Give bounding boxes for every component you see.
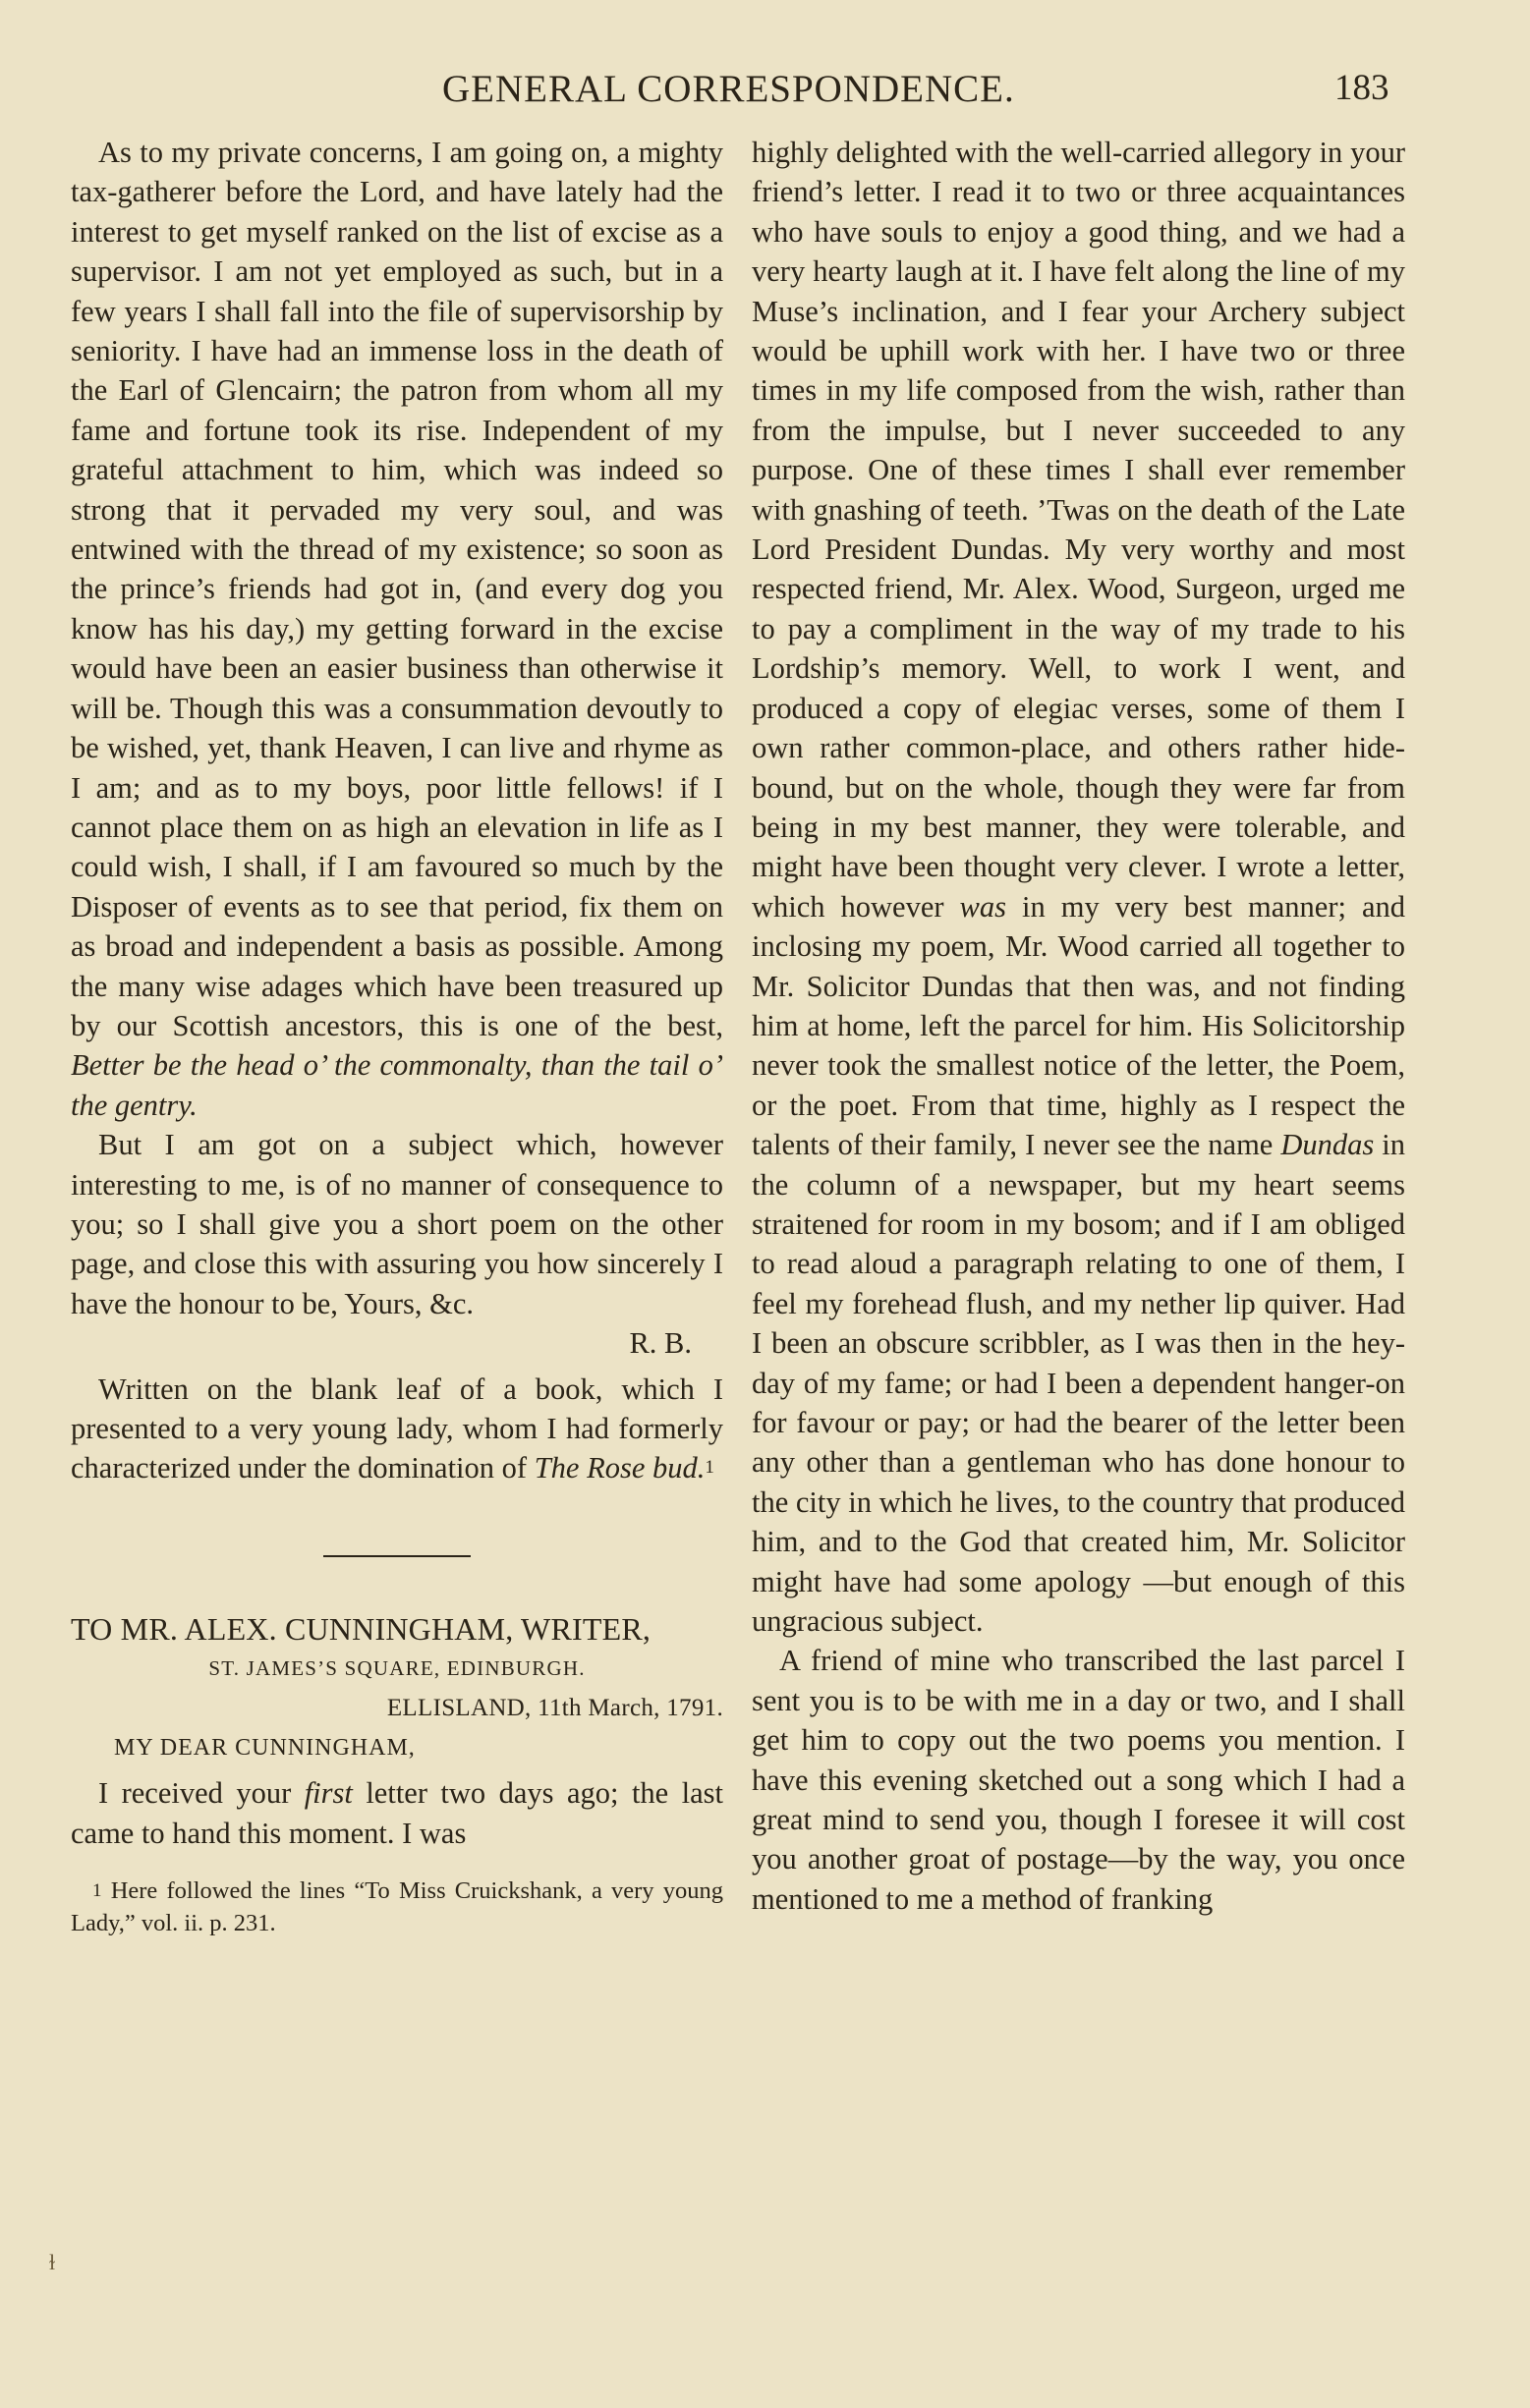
paragraph-text: As to my private concerns, I am going on, a mighty tax-gatherer before the Lord, and have lately had the interest to get myself ranked on the list of excise as a supervisor. I am not yet employed as such, but in a few years I shall fall into the file of supervisorship by seniority. I have had an immense loss in the death of the Earl of Glencairn; the patron from whom all my fame and fortune took its rise. Independent of my grateful attachment to him, which was indeed so strong that it pervaded my very soul, and was entwined with the thread of my existence; so soon as the prince’s friends had got in, (and every dog you know has his day,) my getting forward in the excise would have been an easier business than otherwise it will be. Though this was a consummation devoutly to be wished, yet, thank Heaven, I can live and rhyme as I am; and as to my boys, poor little fellows! if I cannot place them on as high an elevation in life as I could wish, I shall, if I am favoured so much by the Disposer of events as to see that period, fix them on as broad and independent a basis as possible. Among the many wise adages which have been treasured up by our Scottish ancestors, this is one of the best, (71, 136, 723, 1042)
paragraph-text: A friend of mine who transcribed the last parcel I sent you is to be with me in a day or two, and I shall get him to copy out the two poems you mention. I have this evening sketched out a song which I had a great mind to send you, though I foresee it will cost you another groat of postage—by the way, you once mentioned to me a method of franking (752, 1644, 1405, 1916)
paragraph-text: letter two days ago; the last came to hand this moment. I was (71, 1776, 724, 1850)
right-column (752, 133, 1405, 1919)
page-header (0, 67, 1530, 116)
footnote-reference: 1 (705, 1457, 714, 1479)
left-column (71, 133, 723, 1939)
paragraph-allegory (752, 133, 1405, 1641)
proverb-italic: Better be the head o’ the commonalty, than the tail o’ the gentry. (71, 1048, 723, 1122)
section-divider (323, 1555, 471, 1557)
paragraph-text: Written on the blank leaf of a book, which I presented to a very young lady, whom I had formerly characterized under the domination of (71, 1372, 723, 1485)
paragraph-rosebud-note (71, 1370, 723, 1488)
paragraph-text: I received your (98, 1776, 292, 1811)
running-title: GENERAL CORRESPONDENCE. (442, 68, 1015, 110)
paragraph-letter-opening (71, 1773, 723, 1853)
letter-heading: TO MR. ALEX. CUNNINGHAM, WRITER, (71, 1610, 652, 1647)
paragraph-closing (71, 1125, 723, 1323)
paragraph-text: in the column of a newspaper, but my heart seems straitened for room in my bosom; and if I am obliged to read aloud a paragraph relating to one of them, I feel my forehead flush, and my nether lip quiver. Had I been an obscure scribbler, as I was then in the hey-day of my fame; or had I been a dependent hanger-on for favour or pay; or had the bearer of the letter been any other than a gentleman who has done honour to the city in which he lives, to the country that produced him, and to the God that created him, Mr. Solicitor might have had some apology —but enough of this ungracious subject. (752, 1128, 1406, 1639)
footnote-mark: 1 (92, 1880, 102, 1902)
stray-mark: ɫ (49, 2250, 56, 2274)
paragraph-private-concerns (71, 133, 723, 1125)
letter-dateline: ELLISLAND, 11th March, 1791. (386, 1694, 723, 1721)
rosebud-title-italic: The Rose bud. (534, 1451, 706, 1485)
paragraph-transcriber (752, 1641, 1405, 1919)
footnote (71, 1875, 723, 1939)
was-italic: was (959, 889, 1007, 924)
page-number: 183 (1334, 68, 1389, 108)
dundas-italic: Dundas (1280, 1128, 1375, 1162)
first-italic: first (304, 1776, 353, 1811)
paragraph-text: But I am got on a subject which, however interesting to me, is of no manner of consequence to you; so I shall give you a short poem on the other page, and close this with assuring you how sincerely I have the honour to be, Yours, &c. (71, 1128, 723, 1320)
paragraph-text: in my very best manner; and inclosing my poem, Mr. Wood carried all together to Mr. Solicitor Dundas that then was, and not finding him at home, left the parcel for him. His Solicitorship never took the smallest notice of the letter, the Poem, or the poet. From that time, highly as I respect the talents of their family, I never see the name (752, 889, 1405, 1162)
paragraph-text: highly delighted with the well-carried allegory in your friend’s letter. I read it to two or three acquaintances who have souls to enjoy a good thing, and we had a very hearty laugh at it. I have felt along the line of my Muse’s inclination, and I fear your Archery subject would be uphill work with her. I have two or three times in my life composed from the wish, rather than from the impulse, but I never succeeded to any purpose. One of these times I shall ever remember with gnashing of teeth. ’Twas on the death of the Late Lord President Dundas. My very worthy and most respected friend, Mr. Alex. Wood, Surgeon, urged me to pay a compliment in the way of my trade to his Lordship’s memory. Well, to work I went, and produced a copy of elegiac verses, some of them I own rather common-place, and others rather hide-bound, but on the whole, though they were far from being in my best manner, they were tolerable, and might have been thought very clever. I wrote a letter, which however (752, 136, 1405, 924)
footnote-text: Here followed the lines “To Miss Cruickshank, a very young Lady,” vol. ii. p. 231. (71, 1877, 724, 1937)
letter-address: ST. JAMES’S SQUARE, EDINBURGH. (208, 1656, 586, 1681)
signoff-initials: R. B. (629, 1326, 692, 1361)
letter-salutation: MY DEAR CUNNINGHAM, (114, 1735, 416, 1762)
